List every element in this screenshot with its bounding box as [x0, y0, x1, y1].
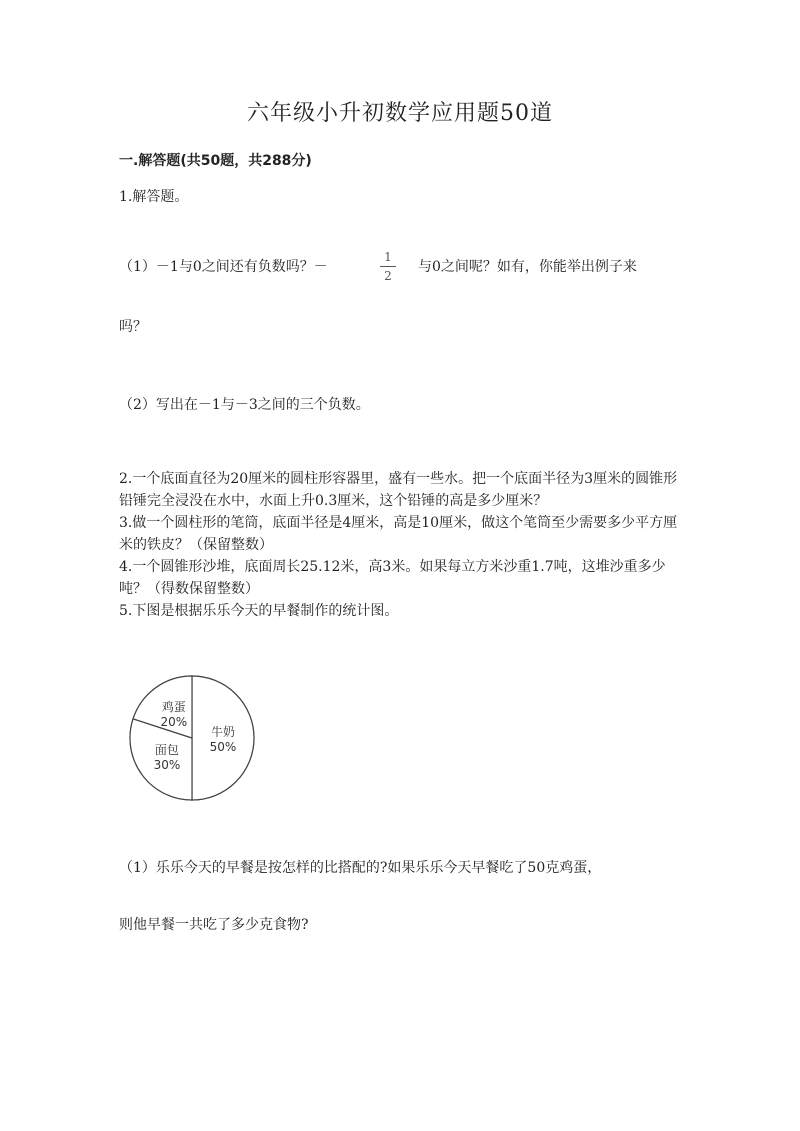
pie-label-percent: 30%: [153, 758, 181, 773]
q1-part1-text-after: 与0之间呢？如有，你能举出例子来: [418, 259, 637, 275]
q1-heading: 1.解答题。: [119, 189, 189, 205]
pie-label-percent: 50%: [209, 740, 237, 754]
questions-2-to-5: [119, 468, 679, 622]
question-3: 3.做一个圆柱形的笔筒，底面半径是4厘米，高是10厘米，做这个笔筒至少需要多少平方厘米的铁皮？（保留整数）: [119, 515, 678, 553]
q5-part1-line2: 则他早餐一共吃了多少克食物?: [119, 917, 309, 933]
section-heading: 一.解答题(共50题，共288分): [119, 153, 312, 169]
fraction-denominator: 2: [384, 269, 392, 283]
question-2: 2.一个底面直径为20厘米的圆柱形容器里，盛有一些水。把一个底面半径为3厘米的圆锥形铅锤完全浸没在水中，水面上升0.3厘米，这个铅锤的高是多少厘米？: [119, 471, 678, 509]
question-4: 4.一个圆锥形沙堆，底面周长25.12米，高3米。如果每立方米沙重1.7吨，这堆沙重多少吨？（得数保留整数）: [119, 559, 666, 597]
q5-part1-line1: （1）乐乐今天的早餐是按怎样的比搭配的?如果乐乐今天早餐吃了50克鸡蛋，: [119, 860, 602, 876]
pie-label-category: 面包: [154, 743, 179, 758]
breakfast-pie-chart: [117, 671, 267, 821]
q1-part2-text: （2）写出在－1与－3之间的三个负数。: [119, 397, 370, 413]
q1-part1-text: （1）－1与0之间还有负数吗？－: [119, 259, 328, 275]
fraction-bar: [380, 266, 396, 267]
question-5-heading: 5.下图是根据乐乐今天的早餐制作的统计图。: [119, 603, 399, 619]
fraction-one-half: [380, 250, 396, 283]
page-title: 六年级小升初数学应用题50道: [247, 101, 553, 126]
pie-label-category: 牛奶: [210, 725, 236, 739]
fraction-numerator: 1: [384, 250, 392, 264]
q1-part1-continuation: 吗？: [119, 319, 147, 335]
pie-label-category: 鸡蛋: [161, 699, 186, 714]
pie-label-percent: 20%: [160, 714, 188, 729]
